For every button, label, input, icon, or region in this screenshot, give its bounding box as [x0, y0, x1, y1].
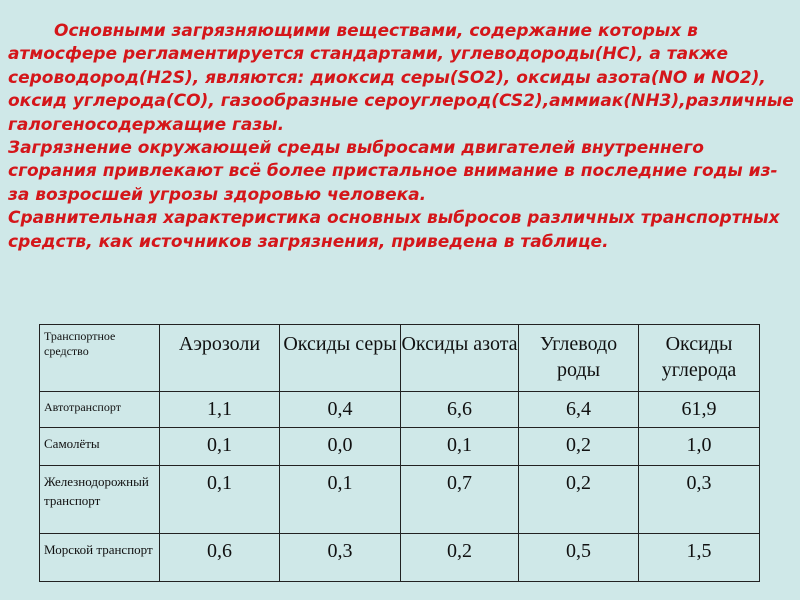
- table-cell: 1,1: [160, 392, 280, 428]
- table-cell: 0,3: [639, 466, 760, 534]
- table-cell: 0,4: [280, 392, 401, 428]
- table-row: [40, 392, 760, 428]
- header-nitrogen-oxides: Оксиды азота: [401, 325, 519, 392]
- emissions-table: [39, 324, 760, 582]
- table-cell: 1,5: [639, 534, 760, 582]
- table-cell: 0,1: [160, 428, 280, 466]
- table-cell: 0,5: [519, 534, 639, 582]
- table-header-row: [40, 325, 760, 392]
- intro-paragraph-comparison: Сравнительная характеристика основных выбросов различных транспортных средств, как источников загрязнения, приведена в таблице.: [8, 208, 780, 252]
- intro-paragraph-engines: Загрязнение окружающей среды выбросами двигателей внутреннего сгорания привлекают всё более пристальное внимание в последние годы из-за возросшей угрозы здоровью человека.: [8, 138, 778, 205]
- intro-paragraph-pollutants: Основными загрязняющими веществами, содержание которых в атмосфере регламентируется стандартами, углеводороды(HC), а также сероводород(H2S), являются: диоксид серы(SO2), оксиды азота(NO и NO2), оксид углерода(CO), газообразные сероуглерод(CS2),аммиак(NH3),различные галогеносодержащие газы.: [8, 21, 794, 135]
- table-cell: 0,6: [160, 534, 280, 582]
- row-label-auto: Автотранспорт: [40, 392, 160, 428]
- row-label-railway: Железнодорожный транспорт: [40, 466, 160, 534]
- table-row: [40, 428, 760, 466]
- table-cell: 0,1: [280, 466, 401, 534]
- table-cell: 6,6: [401, 392, 519, 428]
- table-cell: 61,9: [639, 392, 760, 428]
- header-hydrocarbons: Углеводо роды: [519, 325, 639, 392]
- row-label-aircraft: Самолёты: [40, 428, 160, 466]
- header-carbon-oxides: Оксиды углерода: [639, 325, 760, 392]
- table-cell: 0,0: [280, 428, 401, 466]
- intro-text: [8, 20, 794, 254]
- table-cell: 0,2: [401, 534, 519, 582]
- table-row: [40, 534, 760, 582]
- table-cell: 0,1: [160, 466, 280, 534]
- header-aerosols: Аэрозоли: [160, 325, 280, 392]
- table-cell: 0,2: [519, 428, 639, 466]
- table-cell: 0,2: [519, 466, 639, 534]
- row-label-marine: Морской транспорт: [40, 534, 160, 582]
- header-vehicle: Транспортное средство: [40, 325, 160, 392]
- table-cell: 0,1: [401, 428, 519, 466]
- table-cell: 0,3: [280, 534, 401, 582]
- table-cell: 1,0: [639, 428, 760, 466]
- table-cell: 6,4: [519, 392, 639, 428]
- table-cell: 0,7: [401, 466, 519, 534]
- header-sulfur-oxides: Оксиды серы: [280, 325, 401, 392]
- table-row: [40, 466, 760, 534]
